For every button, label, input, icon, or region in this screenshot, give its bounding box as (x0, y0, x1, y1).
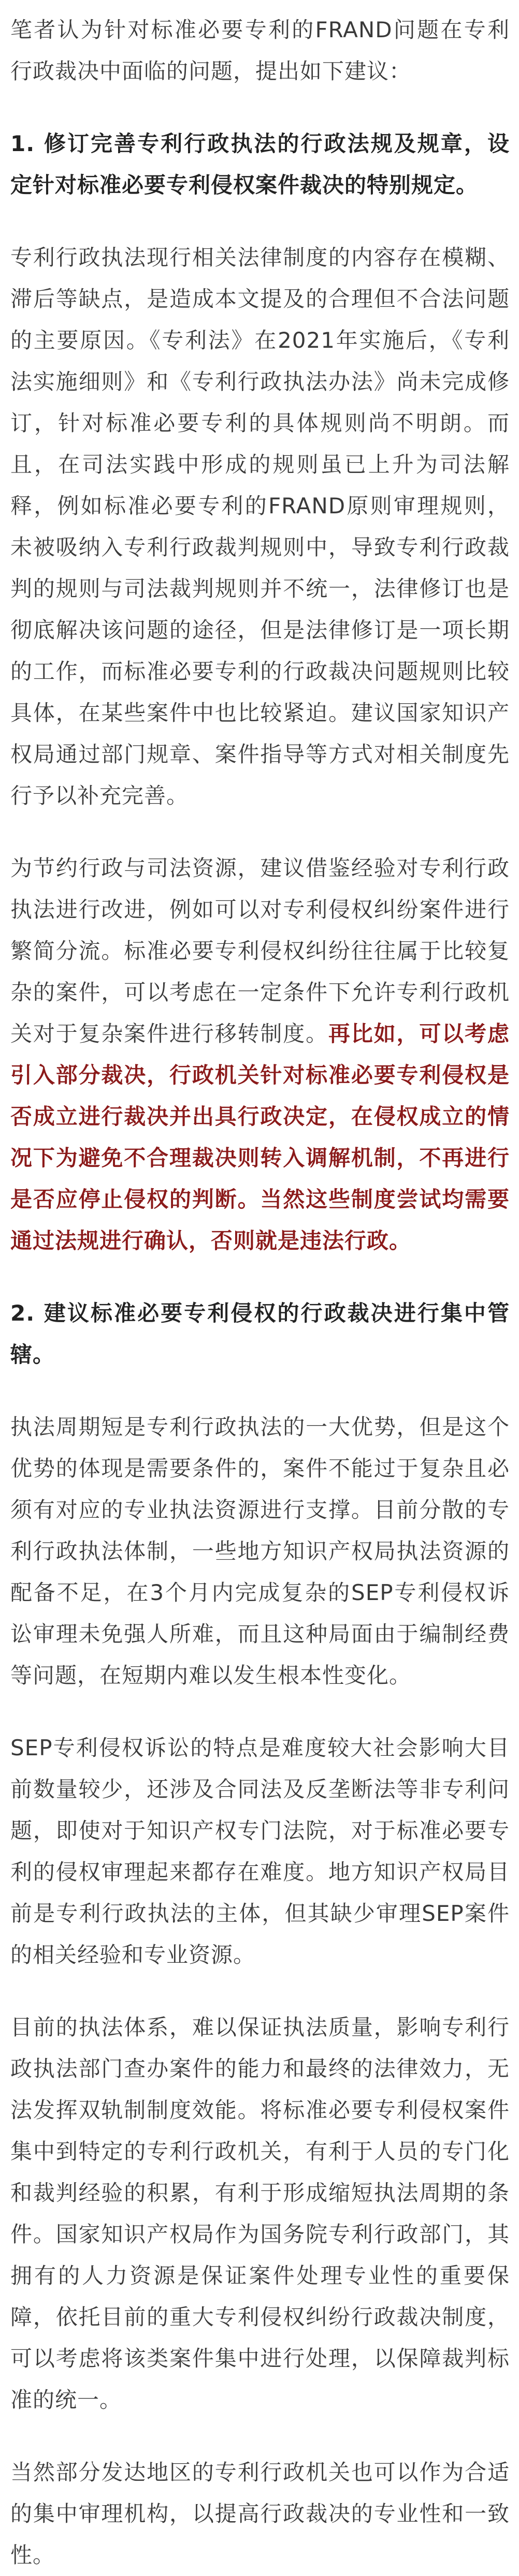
intro-paragraph: 笔者认为针对标准必要专利的FRAND问题在专利行政裁决中面临的问题，提出如下建议： (10, 17, 510, 84)
paragraph-2-emphasis-text: 再比如，可以考虑引入部分裁决，行政机关针对标准必要专利侵权是否成立进行裁决并出具行政决定，在侵权成立的情况下为避免不合理裁决则转入调解机制，不再进行是否应停止侵权的判断。当然这些制度尝试均需要通过法规进行确认，否则就是违法行政。 (10, 1021, 510, 1253)
article-body (10, 9, 510, 2576)
section-heading-1: 1. 修订完善专利行政执法的行政法规及规章，设定针对标准必要专利侵权案件裁决的特别规定。 (10, 131, 510, 198)
paragraph-gap (10, 1976, 510, 2007)
paragraph-3: 执法周期短是专利行政执法的一大优势，但是这个优势的体现是需要条件的，案件不能过于复杂且必须有对应的专业执法资源进行支撑。目前分散的专利行政执法体制，一些地方知识产权局执法资源的配备不足，在3个月内完成复杂的SEP专利侵权诉讼审理未免强人所难，而且这种局面由于编制经费等问题，在短期内难以发生根本性变化。 (10, 1414, 510, 1688)
paragraph-2 (10, 848, 510, 1262)
paragraph-gap (10, 817, 510, 848)
paragraph-gap (10, 1375, 510, 1407)
paragraph-gap (10, 1262, 510, 1293)
paragraph-2-plain-text: 为节约行政与司法资源，建议借鉴经验对专利行政执法进行改进，例如可以对专利侵权纠纷案件进行繁简分流。标准必要专利侵权纠纷往往属于比较复杂的案件，可以考虑在一定条件下允许专利行政机关对于复杂案件进行移转制度。 (10, 855, 510, 1046)
paragraph-1: 专利行政执法现行相关法律制度的内容存在模糊、滞后等缺点，是造成本文提及的合理但不合法问题的主要原因。《专利法》在2021年实施后，《专利法实施细则》和《专利行政执法办法》尚未完成修订，针对标准必要专利的具体规则尚不明朗。而且，在司法实践中形成的规则虽已上升为司法解释，例如标准必要专利的FRAND原则审理规则，未被吸纳入专利行政裁判规则中，导致专利行政裁判的规则与司法裁判规则并不统一，法律修订也是彻底解决该问题的途径，但是法律修订是一项长期的工作，而标准必要专利的行政裁决问题规则比较具体，在某些案件中也比较紧迫。建议国家知识产权局通过部门规章、案件指导等方式对相关制度先行予以补充完善。 (10, 245, 510, 808)
paragraph-5: 目前的执法体系，难以保证执法质量，影响专利行政执法部门查办案件的能力和最终的法律效力，无法发挥双轨制制度效能。将标准必要专利侵权案件集中到特定的专利行政机关，有利于人员的专门化和裁判经验的积累，有利于形成缩短执法周期的条件。国家知识产权局作为国务院专利行政部门，其拥有的人力资源是保证案件处理专业性的重要保障，依托目前的重大专利侵权纠纷行政裁决制度，可以考虑将该类案件集中进行处理，以保障裁判标准的统一。 (10, 2015, 510, 2412)
section-heading-2: 2. 建议标准必要专利侵权的行政裁决进行集中管辖。 (10, 1300, 510, 1367)
paragraph-gap (10, 1696, 510, 1727)
paragraph-gap (10, 2421, 510, 2452)
paragraph-6: 当然部分发达地区的专利行政机关也可以作为合适的集中审理机构，以提高行政裁决的专业性和一致性。 (10, 2460, 510, 2568)
paragraph-4: SEP专利侵权诉讼的特点是难度较大社会影响大目前数量较少，还涉及合同法及反垄断法等非专利问题，即使对于知识产权专门法院，对于标准必要专利的侵权审理起来都存在难度。地方知识产权局目前是专利行政执法的主体，但其缺少审理SEP案件的相关经验和专业资源。 (10, 1735, 510, 1967)
paragraph-gap (10, 206, 510, 237)
paragraph-gap (10, 92, 510, 123)
